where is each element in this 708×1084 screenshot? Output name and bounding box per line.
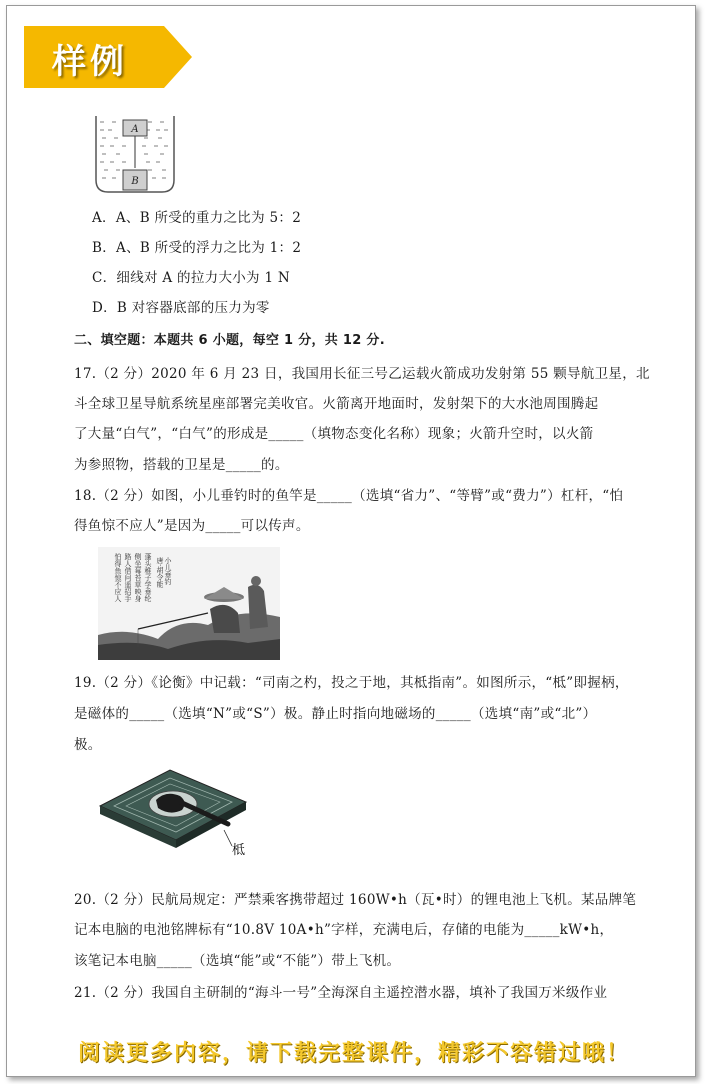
q19-line-2: 是磁体的_____（选填“N”或“S”）极。静止时指向地磁场的_____（选填“南”或“北”） [74,706,597,722]
poem-line-3: 路人借问遥招手 [124,553,132,602]
poem-line-4: 怕得鱼惊不应人 [114,553,122,602]
poem-author: 唐·胡令能 [156,557,164,588]
option-d: D．B 对容器底部的压力为零 [92,300,270,316]
poem-line-1: 蓬头稚子学垂纶 [144,553,152,602]
option-a: A．A、B 所受的重力之比为 5：2 [92,210,302,226]
q18-line-2: 得鱼惊不应人”是因为_____可以传声。 [74,518,310,534]
q20-line-3: 该笔记本电脑_____（选填“能”或“不能”）带上飞机。 [74,953,401,969]
label-a: A [131,124,139,135]
banner-label: 样例 [52,42,128,82]
q17-line-3: 了大量“白气”，“白气”的形成是_____（填物态变化名称）现象；火箭升空时，以火箭 [74,426,594,442]
q20-line-1: 20.（2 分）民航局规定：严禁乘客携带超过 160W•h（瓦•时）的锂电池上飞机。某品牌笔 [74,892,637,908]
q17-line-2: 斗全球卫星导航系统星座部署完美收官。火箭离开地面时，发射架下的大水池周围腾起 [74,396,599,412]
q19-line-1: 19.（2 分）《论衡》中记载：“司南之杓，投之于地，其柢指南”。如图所示，“柢”即握柄， [74,675,629,691]
q19-line-3: 极。 [74,737,102,753]
label-b: B [131,176,139,187]
q18-line-1: 18.（2 分）如图，小儿垂钓时的鱼竿是_____（选填“省力”、“等臂”或“费力”）杠杆，“怕 [74,488,624,504]
q20-line-2: 记本电脑的电池铭牌标有“10.8V 10A•h”字样，充满电后，存储的电能为_____kW•h， [74,922,614,938]
poem-title: 小儿垂钓 [164,557,172,585]
option-c: C．细线对 A 的拉力大小为 1 N [92,270,291,286]
poem-line-2: 侧坐莓苔草映身 [134,553,142,602]
section-heading: 二、填空题：本题共 6 小题，每空 1 分，共 12 分. [74,333,385,348]
option-b: B．A、B 所受的浮力之比为 1：2 [92,240,302,256]
sinan-compass-illustration [96,762,266,862]
sample-banner [24,26,192,88]
footer-promo-text: 阅读更多内容，请下载完整课件，精彩不容错过哦！ [77,1040,630,1066]
q17-line-4: 为参照物，搭载的卫星是_____的。 [74,457,289,473]
compass-handle-label: 柢 [232,843,246,858]
container-figure [92,108,178,194]
fishing-poem-illustration [98,547,280,660]
q17-line-1: 17.（2 分）2020 年 6 月 23 日，我国用长征三号乙运载火箭成功发射第 55 颗导航卫星，北 [74,366,650,382]
q21-line-1: 21.（2 分）我国自主研制的“海斗一号”全海深自主遥控潜水器，填补了我国万米级作业 [74,985,608,1001]
